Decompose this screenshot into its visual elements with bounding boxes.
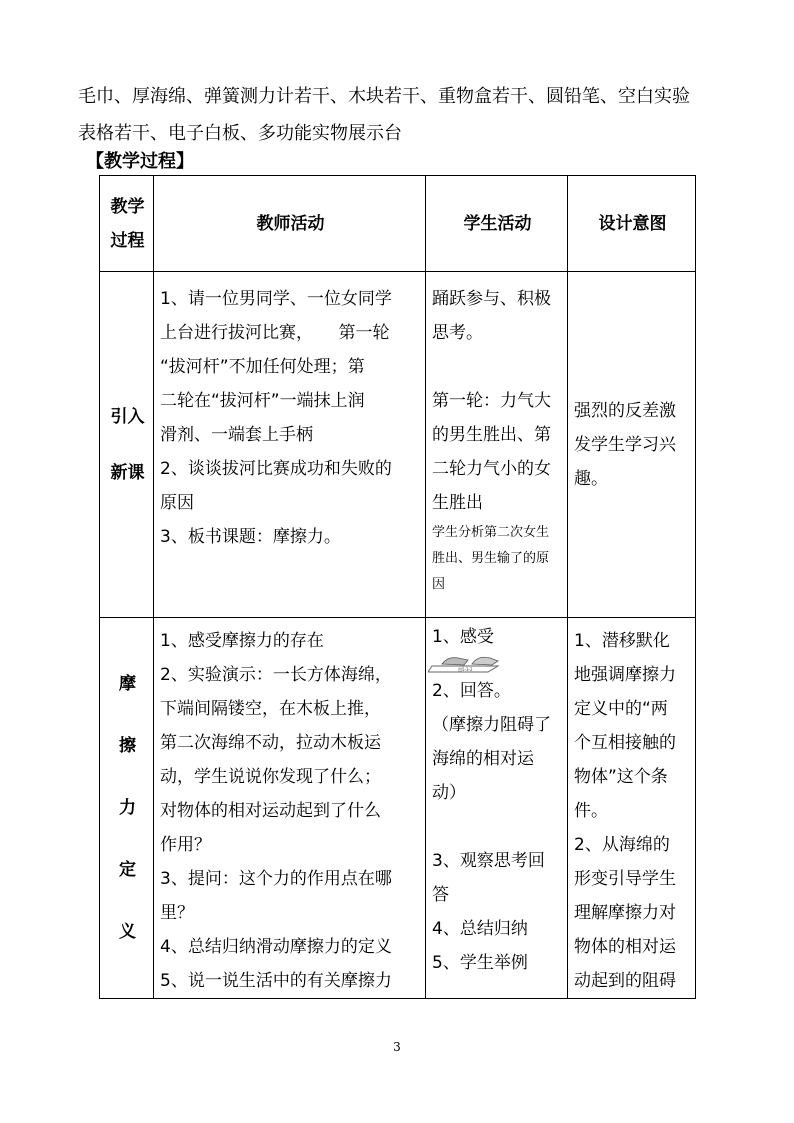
stage-char: 擦	[119, 736, 136, 756]
text-line: 下端间隔镂空，在木板上推，	[160, 699, 381, 719]
text-line: 思考。	[432, 323, 483, 343]
materials-line-2: 表格若干、电子白板、多功能实物展示台	[78, 123, 402, 144]
stage-char: 义	[119, 922, 136, 942]
section-title: 【教学过程】	[86, 151, 194, 172]
text-line: 答	[432, 885, 449, 905]
text-line: 1、请一位男同学、一位女同学	[160, 289, 392, 309]
sponge-shape	[472, 657, 498, 665]
table-header-row	[100, 176, 696, 272]
stage-definition	[100, 618, 154, 999]
table-row-intro	[100, 272, 696, 618]
text-line: 动）	[432, 783, 466, 803]
text-line: 4、总结归纳滑动摩擦力的定义	[160, 937, 392, 957]
text-line: （摩擦力阻碍了	[432, 715, 551, 735]
intro-design-intent	[568, 272, 696, 618]
text-line: 的男生胜出、第	[432, 425, 551, 445]
text-line: 发学生学习兴	[574, 434, 676, 455]
definition-student-activity	[426, 618, 568, 999]
stage-intro	[100, 272, 154, 618]
text-line: 3、提问：这个力的作用点在哪	[160, 869, 392, 889]
text-line: 理解摩擦力对	[574, 903, 676, 923]
header-teacher: 教师活动	[154, 176, 426, 272]
text-line: 生胜出	[432, 493, 483, 513]
text-line: 二轮在“拔河杆”一端抹上润	[160, 391, 365, 411]
text-line: 地强调摩擦力	[574, 665, 676, 685]
text-line: 动，学生说说你发现了什么；	[160, 767, 381, 787]
text-line: 1、感受摩擦力的存在	[160, 631, 324, 651]
text-line: 强烈的反差激	[574, 400, 676, 421]
text-line: 3、板书课题：摩擦力。	[160, 527, 341, 547]
text-line: 对物体的相对运动起到了什么	[160, 801, 381, 821]
text-line: 4、总结归纳	[432, 919, 528, 939]
text-line: 里？	[160, 903, 194, 923]
stage-intro-line-2: 新课	[110, 462, 145, 483]
intro-teacher-activity	[154, 272, 426, 618]
materials-line-1: 毛巾、厚海绵、弹簧测力计若干、木块若干、重物盒若干、圆铅笔、空白实验	[78, 86, 690, 107]
text-line: 件。	[574, 801, 608, 821]
stage-char: 定	[119, 860, 136, 880]
sponge-experiment-figure-icon	[428, 650, 506, 674]
text-line: 第二次海绵不动，拉动木板运	[160, 733, 381, 753]
header-stage-line-2: 过程	[110, 230, 145, 251]
text-line: 定义中的“两	[574, 699, 668, 719]
definition-design-intent	[568, 618, 696, 999]
hand-shape	[442, 658, 468, 665]
text-line: 踊跃参与、积极	[432, 289, 551, 309]
intro-student-activity	[426, 272, 568, 618]
text-line: 5、学生举例	[432, 953, 528, 973]
text-line: 二轮力气小的女	[432, 459, 551, 479]
text-line: 趣。	[574, 468, 608, 489]
text-line: 滑剂、一端套上手柄	[160, 425, 313, 445]
text-line: 1、感受	[432, 627, 494, 647]
text-line: 动起到的阻碍	[574, 971, 676, 991]
text-line: 2、回答。	[432, 681, 511, 701]
text-line: 第一轮：力气大	[432, 391, 551, 411]
header-student: 学生活动	[426, 176, 568, 272]
text-line: “拔河杆”不加任何处理；第	[160, 357, 365, 377]
text-line: 5、说一说生活中的有关摩擦力	[160, 971, 392, 991]
text-line-small: 学生分析第二次女生	[432, 525, 550, 540]
teaching-process-table	[99, 175, 696, 999]
header-design: 设计意图	[568, 176, 696, 272]
stage-char: 力	[119, 798, 136, 818]
text-line: 1、潜移默化	[574, 631, 670, 651]
definition-teacher-activity	[154, 618, 426, 999]
text-line: 3、观察思考回	[432, 851, 545, 871]
text-line: 海绵的相对运	[432, 749, 534, 769]
text-line: 2、谈谈拔河比赛成功和失败的	[160, 459, 392, 479]
text-line: 2、从海绵的	[574, 835, 670, 855]
text-line: 形变引导学生	[574, 869, 676, 889]
table-row-definition	[100, 618, 696, 999]
stage-char: 摩	[119, 674, 136, 694]
figure-caption: 图5-3-2	[458, 667, 473, 672]
spacer	[432, 350, 563, 384]
text-line: 作用？	[160, 835, 211, 855]
spacer	[432, 810, 563, 844]
text-line: 物体的相对运	[574, 937, 676, 957]
text-line: 物体”这个条	[574, 767, 668, 787]
text-line: 上台进行拔河比赛， 第一轮	[160, 323, 390, 343]
stage-intro-line-1: 引入	[110, 406, 145, 427]
materials-paragraph	[78, 78, 718, 152]
text-line: 2、实验演示：一长方体海绵，	[160, 665, 392, 685]
header-stage-line-1: 教学	[110, 196, 145, 217]
text-line: 个互相接触的	[574, 733, 676, 753]
header-stage	[100, 176, 154, 272]
page-number: 3	[393, 1040, 401, 1054]
text-line-small: 因	[432, 577, 446, 592]
text-line-small: 胜出、男生输了的原	[432, 551, 550, 566]
text-line: 原因	[160, 493, 194, 513]
